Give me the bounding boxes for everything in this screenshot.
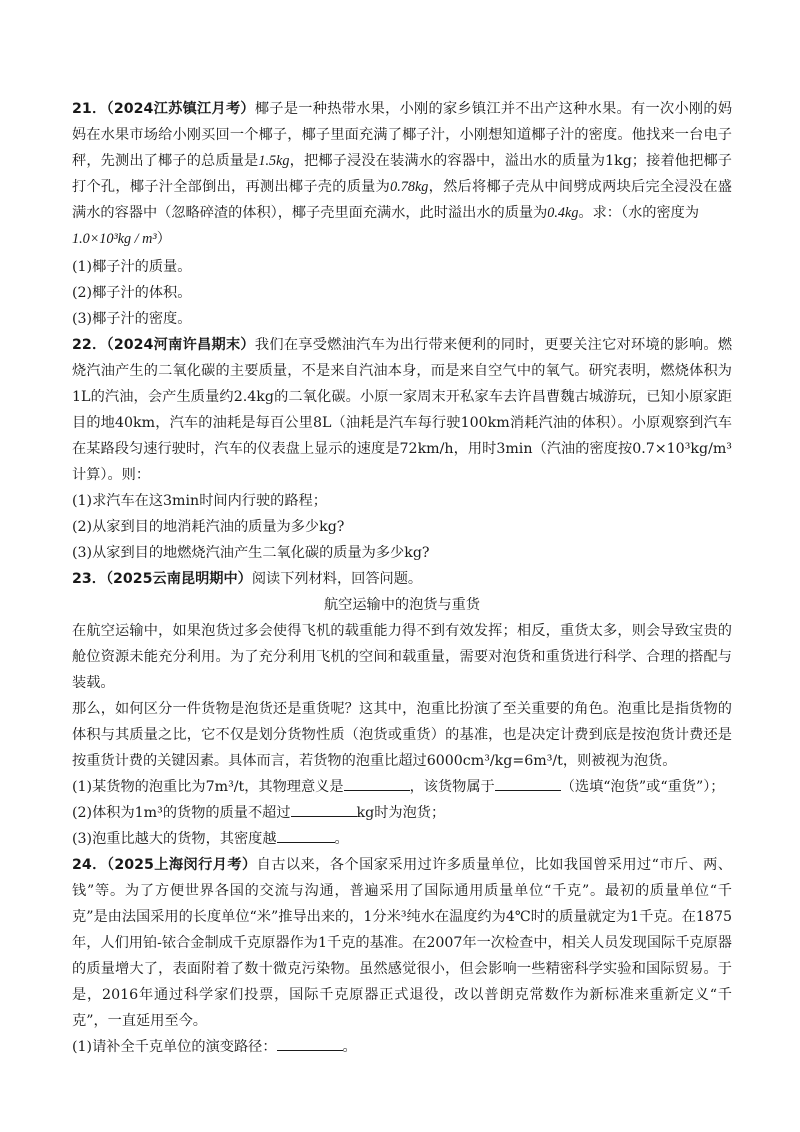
question-number: 24．: [72, 857, 107, 873]
part-text: (3)泡重比越大的货物，其密度越: [72, 831, 277, 847]
part-text: (1)某货物的泡重比为7m³/t，其物理意义是: [72, 779, 344, 795]
question-part: (3)椰子汁的密度。: [72, 311, 192, 327]
question-text: 我们在享受燃油汽车为出行带来便利的同时，更要关注它对环境的影响。燃烧汽油产生的二氧化碳的主要质量，不是来自汽油本身，而是来自空气中的氧气。研究表明，燃烧体积为1L的汽油，会产生质量约2.4kg的二氧化碳。小原一家周末开私家车去许昌曹魏古城游玩，已知小原家距目的地40km，汽车的油耗是每百公里8L（油耗是汽车每行驶100km消耗汽油的体积）。小原观察到汽车在某路段匀速行驶时，汽车的仪表盘上显示的速度是72km/h，用时3min（汽油的密度按0.7×10³kg/m³计算）。则：: [72, 337, 733, 483]
question-number: 22．: [72, 337, 107, 353]
question-text: ）: [156, 231, 171, 247]
formula-mass-shell: 0.78kg: [390, 179, 429, 195]
answer-blank[interactable]: [291, 802, 357, 817]
question-part: (3)从家到目的地燃烧汽油产生二氧化碳的质量为多少kg?: [72, 545, 430, 561]
question-source: （2025上海闵行月考）: [106, 857, 257, 873]
question-source: （2024河南许昌期末）: [106, 337, 255, 353]
answer-blank[interactable]: [277, 828, 335, 843]
question-text: 椰子是一种热带水果，小刚的家乡镇江并不出产这种水果。有一次小刚的妈妈在水果市场给小刚买回一个椰子，椰子里面充满了椰子汁，小刚想知道椰子汁的密度。他找来一台电子秤，先测出了椰子的总质量是: [72, 101, 733, 169]
answer-blank[interactable]: [277, 1036, 343, 1051]
formula-mass-overflow: 0.4kg: [547, 205, 579, 221]
answer-blank[interactable]: [344, 776, 410, 791]
question-text: ，把椰子浸没在装满水的容器中，溢出水的质量为1kg；接着他把椰子打个孔，椰子汁全部倒出，再测出椰子壳的质量为: [72, 153, 732, 195]
part-text: （选填“泡货”或“重货”）；: [560, 779, 725, 795]
question-number: 21．: [72, 101, 107, 117]
article-title: 航空运输中的泡货与重货: [323, 597, 481, 613]
answer-blank[interactable]: [495, 776, 561, 791]
question-part: (2)从家到目的地消耗汽油的质量为多少kg?: [72, 519, 345, 535]
question-text: 阅读下列材料，回答问题。: [251, 571, 423, 587]
question-24: [72, 852, 732, 1034]
question-source: （2024江苏镇江月考）: [106, 101, 255, 117]
formula-mass-total: 1.5kg: [258, 153, 290, 169]
part-text: 。: [334, 831, 349, 847]
article-paragraph: 在航空运输中，如果泡货过多会使得飞机的载重能力得不到有效发挥；相反，重货太多，则会导致宝贵的舱位资源未能充分利用。为了充分利用飞机的空间和载重量，需要对泡货和重货进行科学、合理的搭配与装载。: [72, 623, 732, 691]
formula-water-density: 1.0×10³kg / m³: [72, 231, 157, 247]
question-text: ，然后将椰子壳从中间劈成两块后完全浸没在盛满水的容器中（忽略碎渣的体积），椰子壳里面充满水，此时溢出水的质量为: [72, 179, 732, 221]
article-paragraph: 那么，如何区分一件货物是泡货还是重货呢？这其中，泡重比扮演了至关重要的角色。泡重比是指货物的体积与其质量之比，它不仅是划分货物性质（泡货或重货）的基准，也是决定计费到底是按泡货计费还是按重货计费的关键因素。具体而言，若货物的泡重比超过6000cm³/kg=6m³/t，则被视为泡货。: [72, 701, 732, 769]
question-part: (1)椰子汁的质量。: [72, 259, 192, 275]
worksheet-page: [72, 96, 732, 1060]
part-text: ，该货物属于: [409, 779, 495, 795]
part-text: kg时为泡货；: [356, 805, 446, 821]
question-source: （2025云南昆明期中）: [105, 571, 252, 587]
part-text: 。: [342, 1039, 357, 1055]
question-part: [72, 800, 732, 826]
part-text: (2)体积为1m³的货物的质量不超过: [72, 805, 291, 821]
question-22: [72, 332, 732, 488]
question-part: (2)椰子汁的体积。: [72, 285, 192, 301]
question-21: [72, 96, 732, 252]
question-part: [72, 1034, 732, 1060]
part-text: (1)请补全千克单位的演变路径：: [72, 1039, 277, 1055]
question-text: 。求：（水的密度为: [578, 205, 700, 221]
question-part: (1)求汽车在这3min时间内行驶的路程；: [72, 493, 327, 509]
question-23: [72, 566, 732, 592]
question-part: [72, 826, 732, 852]
question-part: [72, 774, 732, 800]
question-number: 23．: [72, 571, 106, 587]
question-text: 自古以来，各个国家采用过许多质量单位，比如我国曾采用过“市斤、两、钱”等。为了方便世界各国的交流与沟通，普遍采用了国际通用质量单位“千克”。最初的质量单位“千克”是由法国采用的长度单位“米”推导出来的，1分米³纯水在温度约为4℃时的质量就定为1千克。在1875年，人们用铂-铱合金制成千克原器作为1千克的基准。在2007年一次检查中，相关人员发现国际千克原器的质量增大了，表面附着了数十微克污染物。虽然感觉很小，但会影响一些精密科学实验和国际贸易。于是，2016年通过科学家们投票，国际千克原器正式退役，改以普朗克常数作为新标准来重新定义“千克”，一直延用至今。: [72, 857, 732, 1029]
